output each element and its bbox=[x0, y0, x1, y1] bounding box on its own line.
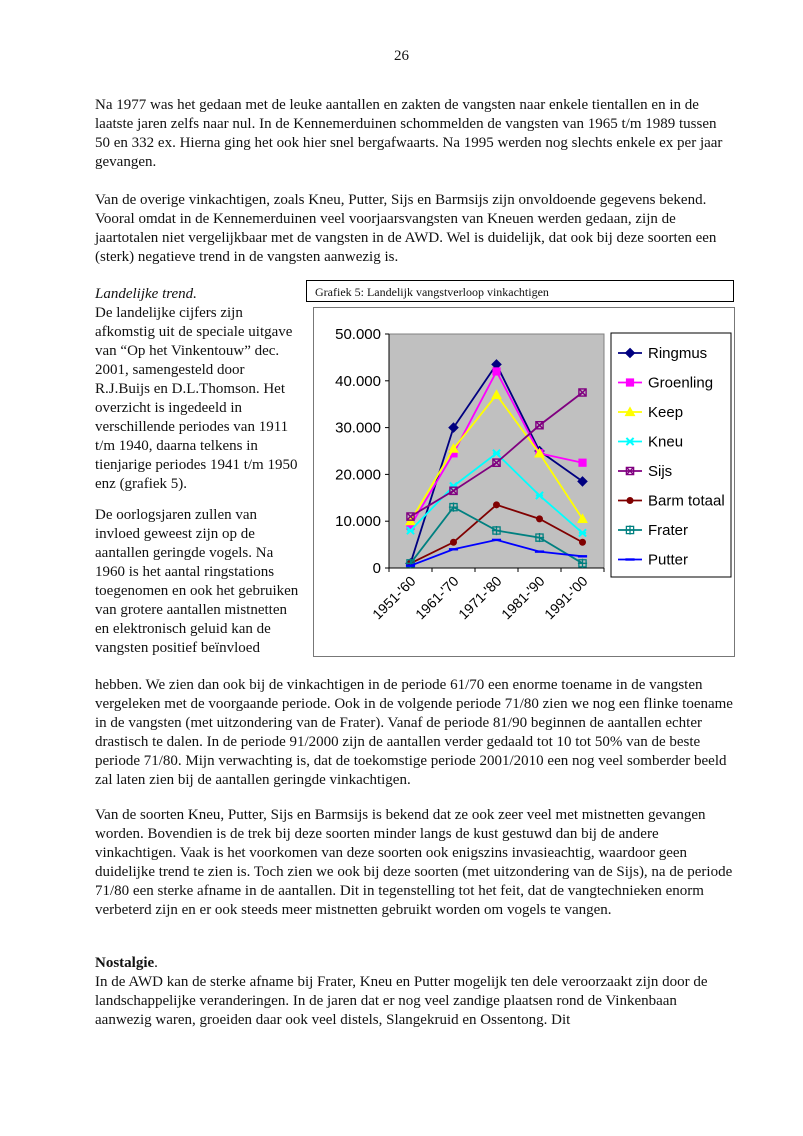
trend-paragraph-continued: hebben. We zien dan ook bij de vinkachtigen in de periode 61/70 een enorme toename in de vangsten vergeleken met de voorgaande periode. Ook in de volgende periode 71/80 zien we nog een flinke toename in de vangsten (met uitzondering van de Frater). Vanaf de periode 81/90 beginnen de aantallen echter drastisch te dalen. In de periode 91/2000 zijn de aantallen verder gedaald tot 10 tot 50% van de beste periode 71/80. Mijn verwachting is, dat de toekomstige periode 2001/2010 een nog veel somberder beeld zal laten zien bij de aantallen geringde vinkachtigen. bbox=[95, 677, 733, 788]
legend-label-putter: Putter bbox=[648, 551, 689, 569]
point-frater bbox=[535, 533, 544, 542]
chart-caption: Grafiek 5: Landelijk vangstverloop vinkachtigen bbox=[306, 280, 734, 302]
legend-label-kneu: Kneu bbox=[648, 433, 684, 451]
y-tick-label: 40.000 bbox=[335, 372, 381, 390]
legend-marker-barm-totaal bbox=[627, 498, 633, 504]
legend-label-barm-totaal: Barm totaal bbox=[648, 492, 725, 510]
point-frater bbox=[578, 559, 587, 568]
point-barm-totaal bbox=[451, 539, 457, 545]
y-tick-label: 0 bbox=[372, 560, 381, 577]
page-number: 26 bbox=[394, 48, 409, 64]
legend-label-ringmus: Ringmus bbox=[648, 345, 708, 362]
paragraph-4: Van de soorten Kneu, Putter, Sijs en Barmsijs is bekend dat ze ook zeer veel met mistnetten gevangen worden. Bovendien is de trek bij deze soorten minder langs de kust gestuwd dan bij de andere vinkachtigen. Vaak is het voorkomen van deze soorten ook enigszins invasieachtig, waardoor geen duidelijke trend te zien is. Toch zien we ook bij deze soorten (met uitzondering van de Sijs), na de periode 71/80 een sterke afname in de aantallen. Dit in tegenstelling tot het feit, dat de vangtechnieken enorm verbeterd zijn en er ook steeds meer mistnetten gebruikt worden om vogels te vangen. bbox=[95, 807, 733, 918]
legend-label-keep: Keep bbox=[648, 404, 684, 421]
point-groenling bbox=[579, 459, 586, 466]
legend-label-frater: Frater bbox=[648, 522, 689, 539]
y-tick-label: 30.000 bbox=[335, 419, 381, 437]
trend-paragraph-2: De oorlogsjaren zullen van invloed geweest zijn op de aantallen geringde vogels. Na 1960 is het aantal ringstations toegenomen en ook het gebruiken van grotere aantallen mistnetten en elektronisch geluid kan de vangsten positief beïnvloed bbox=[95, 507, 299, 656]
point-frater bbox=[492, 526, 501, 535]
x-tick-label: 1981-'90 bbox=[498, 572, 548, 623]
legend-label-sijs: Sijs bbox=[648, 463, 673, 480]
x-tick-label: 1961-'70 bbox=[412, 572, 462, 623]
x-tick-label: 1951-'60 bbox=[369, 572, 419, 623]
nostalgie-heading bbox=[95, 954, 735, 973]
legend-marker-groenling bbox=[626, 379, 633, 386]
y-tick-label: 20.000 bbox=[335, 466, 381, 484]
paragraph-2: Van de overige vinkachtigen, zoals Kneu, Putter, Sijs en Barmsijs zijn onvoldoende gegevens bekend. Vooral omdat in de Kennemerduinen veel voorjaarsvangsten van Kneuen werden gedaan, zijn de jaartotalen niet vergelijkbaar met de vangsten in de AWD. Wel is duidelijk, dat ook bij deze soorten een (sterk) negatieve trend in de vangsten aanwezig is. bbox=[95, 192, 717, 265]
chart-frame bbox=[313, 307, 735, 657]
legend bbox=[611, 333, 731, 577]
point-groenling bbox=[493, 368, 500, 375]
point-barm-totaal bbox=[537, 516, 543, 522]
y-tick-label: 50.000 bbox=[335, 326, 381, 343]
x-tick-label: 1991-'00 bbox=[541, 572, 591, 623]
point-barm-totaal bbox=[494, 502, 500, 508]
point-barm-totaal bbox=[580, 539, 586, 545]
paragraph-1: Na 1977 was het gedaan met de leuke aantallen en zakten de vangsten naar enkele tientallen en in de laatste jaren zelfs naar nul. In de Kennemerduinen schommelden de vangsten van 1965 t/m 1989 tussen 50 en 332 ex. Hierna ging het ook hier snel bergafwaarts. Na 1995 werden nog slechts enkele ex per jaar gevangen. bbox=[95, 97, 723, 170]
point-frater bbox=[449, 503, 458, 512]
legend-marker-frater bbox=[625, 525, 634, 534]
legend-label-groenling: Groenling bbox=[648, 374, 714, 392]
paragraph-5: In de AWD kan de sterke afname bij Frater, Kneu en Putter mogelijk ten dele veroorzaakt zijn door de landschappelijke veranderingen. In de jaren dat er nog veel zandige plaatsen rond de Vinkenbaan aanwezig waren, groeiden daar ook veel distels, Slangekruid en Ossentong. Dit bbox=[95, 974, 708, 1028]
trend-paragraph-1: De landelijke cijfers zijn afkomstig uit de speciale uitgave van “Op het Vinkentouw” dec. 2001, samengesteld door R.J.Buijs en D.L.Thomson. Het overzicht is ingedeeld in verschillende periodes van 1911 t/m 1940, daarna telkens in tienjarige periodes 1941 t/m 1950 enz (grafiek 5). bbox=[95, 305, 298, 492]
nostalgie-heading-text: Nostalgie bbox=[95, 955, 155, 971]
line-chart bbox=[314, 308, 734, 656]
y-tick-label: 10.000 bbox=[335, 513, 381, 531]
trend-heading: Landelijke trend. bbox=[95, 286, 197, 302]
x-tick-label: 1971-'80 bbox=[455, 572, 505, 623]
nostalgie-heading-dot: . bbox=[154, 955, 158, 971]
